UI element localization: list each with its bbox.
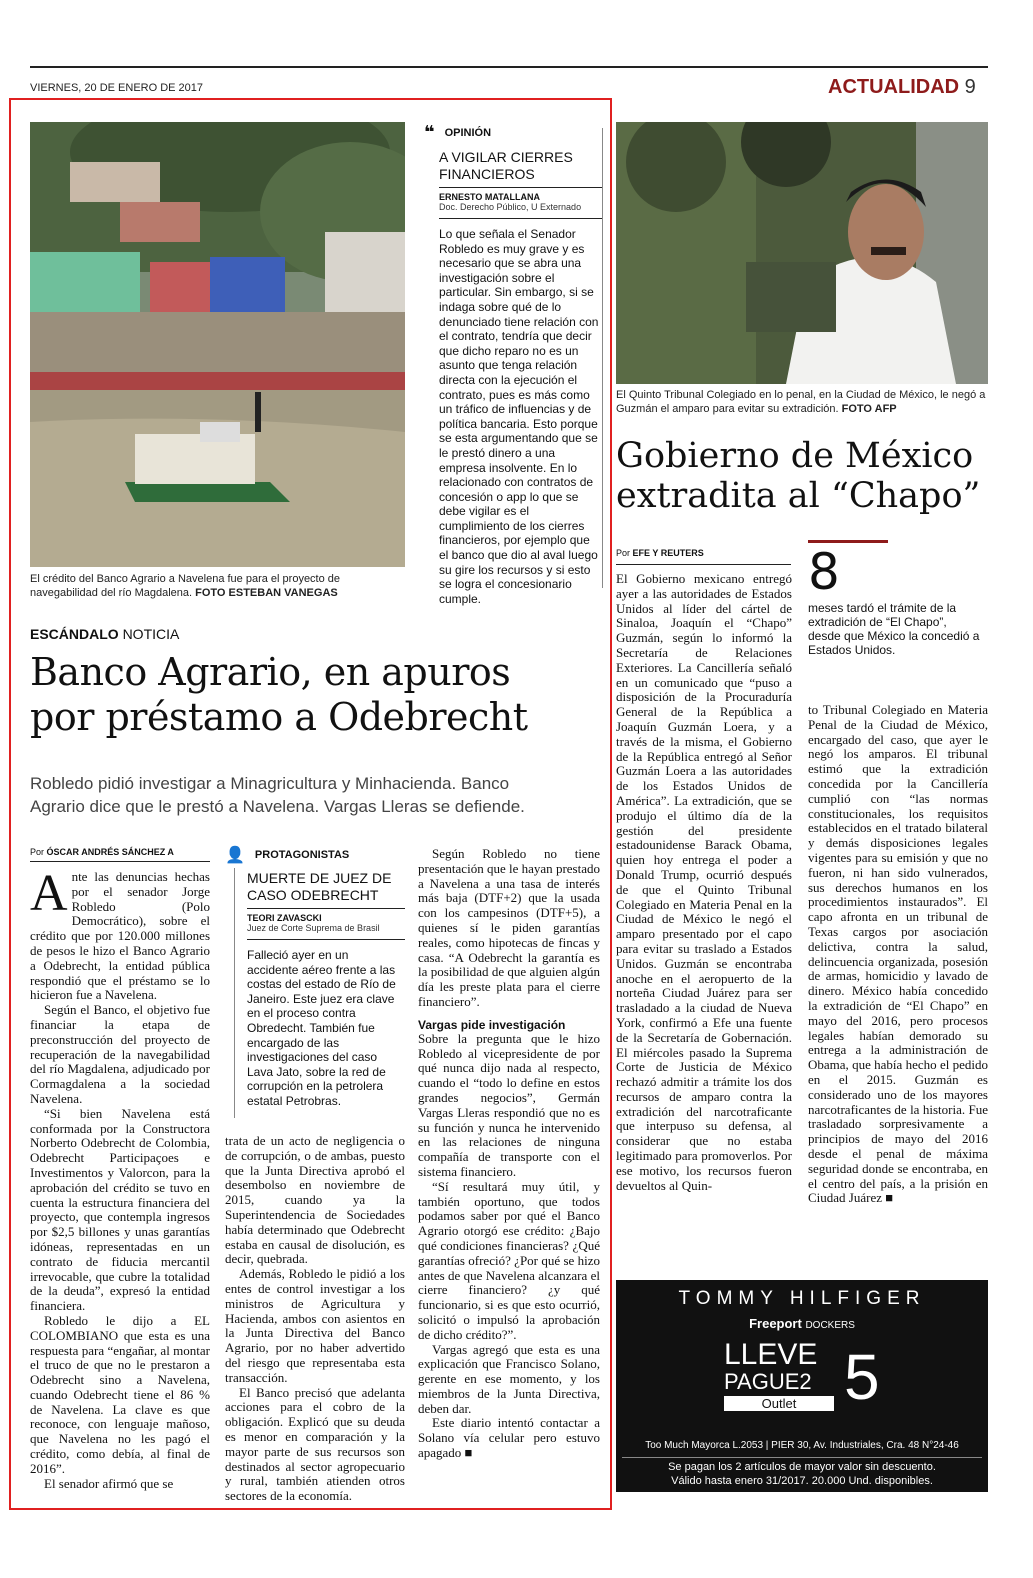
col3-subhead: Vargas pide investigación [418,1017,566,1032]
stat-text: meses tardó el trámite de la extradición de “El Chapo”, desde que México la concedió a Estados Unidos. [808,601,980,657]
protagonistas-label: PROTAGONISTAS [254,848,350,861]
protagonistas-box [225,845,405,1109]
byline-name: ÓSCAR ANDRÉS SÁNCHEZ A [46,847,174,857]
ad-note-2: Válido hasta enero 31/2017. 20.000 Und. disponibles. [671,1475,933,1487]
ad-dockers: DOCKERS [805,1320,855,1331]
col1-p1: nte las denuncias hechas por el senador Jorge Robledo (Polo Democrático), sobre el crédito que por 120.000 millones de pesos le hizo el Banco Agrario a Odebrecht, la entidad pública respondió que el préstamo se lo hicieron fue a Navelena. [30,869,210,1003]
protagonistas-name: TEORI ZAVASCKI [247,913,322,923]
opinion-vertical-rule [602,128,603,588]
main-col-2 [225,1134,405,1504]
ad-number-big: 5 [844,1341,880,1413]
main-byline [30,847,210,857]
opinion-rule-2 [439,218,602,219]
header-rule [30,66,988,68]
person-icon: 👤 [225,845,245,864]
headline-line-2: por préstamo a Odebrecht [30,695,528,739]
main-col-1 [30,847,210,1491]
protagonistas-text: Falleció ayer en un accidente aéreo frente a las costas del estado de Río de Janeiro. Este juez era clave en el proceso contra Obredecht. También fue encargado de las investigaciones del caso Lava Jato, sobre la red de corrupción en la petrolera estatal Petrobras. [247,948,396,1108]
byline-prefix: Por [30,847,45,857]
protagonistas-role: Juez de Corte Suprema de Brasil [247,923,380,933]
opinion-author: ERNESTO MATALLANA [439,192,540,202]
chapo-byline-rule [616,564,791,565]
chapo-col1-text: El Gobierno mexicano entregó ayer a las autoridades de Estados Unidos al líder del cártel de Sinaloa, Joaquín el “Chapo” Guzmán, según lo informó la Secretaría de Relaciones Exteriores. La Cancillería señaló en un comunicado que “puso a disposición de la Procuraduría General de la República a Joaquín Guzmán Loera, y a través de la misma, el Gobierno de la República entregó al Señor Guzmán Loera a las autoridades de los Estados Unidos de América”. La extradición, que se produjo el último día de la gestión del presidente estadounidense Barack Obama, quien hoy entrega el poder a Donald Trump, ocurrió después de que el Quinto Tribunal Colegiado en Materia Penal en la Ciudad de México le negó el amparo presentado por el capo para evitar su traslado a Estados Unidos. Guzmán se encontraba anoche en el aeropuerto de la norteña Ciudad Juárez para ser trasladado a la ciudad de Nueva York, confirmó a Efe una fuente de la Secretaría de Gobernación. El miércoles pasado la Suprema Corte de Justicia de México rechazó admitir a trámite los dos recursos de amparo contra la extradición del narcotraficante que interpuso su defensa, al considerar que no estaba legitimado para promoverlos. Por ese motivo, los recursos fueron devueltos al Quin- [616,571,792,1193]
chapo-byline [616,548,791,565]
section-label [828,76,976,99]
col1-p2: Según el Banco, el objetivo fue financiar la etapa de preconstrucción del proyecto de recuperación de la navegabilidad del río Magdalena, adjudicado por Cormagdalena a la sociedad Navelena. [30,1002,210,1106]
col3-p2: Sobre la pregunta que le hizo Robledo al vicepresidente de por qué nunca dijo nada al respecto, cuando el “todo lo define en estos grandes negocios”, Germán Vargas Lleras respondió que no es su función y nunca he intervenido en las relaciones de ninguna compañía de transporte con el sistema financiero. [418,1030,600,1179]
deck-line-1: Robledo pidió investigar a Minagricultura y Minhacienda. Banco [30,774,510,793]
chapo-caption-text: El Quinto Tribunal Colegiado en lo penal, en la Ciudad de México, le negó a Guzmán el amparo para evitar su extradición. [616,389,986,415]
kicker-bold: ESCÁNDALO [30,626,119,642]
col3-p4: Vargas agregó que esta es una explicación que Francisco Solano, gerente en ese momento, y los miembros de la Junta Directiva, deben dar. [418,1341,600,1416]
col1-body [30,865,210,1491]
opinion-text: Lo que señala el Senador Robledo es muy grave y es necesario que se abra una investigación sobre el particular. Sin embargo, si se indaga sobre qué de lo denunciado tiene relación con el contrato, tendría que decir que dicho reparo no es un asunto que tenga relación directa con la ejecución el contrato, pues es más como un tráfico de influencias y de política bancaria. Esto porque se esta argumentando que se le prestó dinero a una empresa insolvente. En lo relacionado con contratos de concesión o app lo que se debe vigilar es el cumplimiento de los cierres financieros, por ejemplo que el banco que dio al aval luego su gire los recursos y si esto se logra el concesionario cumple. [439,227,599,606]
byline-rule [30,861,210,862]
ad-lleve: LLEVE [724,1338,818,1371]
quote-icon: ❝ [424,122,435,143]
stat-box [808,540,988,657]
chapo-headline-line-1: Gobierno de México [616,436,974,476]
deck-line-2: Agrario dice que le prestó a Navelena. Vargas Lleras se defiende. [30,797,525,816]
main-col-3 [418,847,600,1461]
opinion-box [424,122,602,606]
main-headline [30,650,610,740]
col2-p3: El Banco precisó que adelanta acciones para el cobro de la obligación. Explicó que su deuda es menor en comparación y la mayor parte de sus recursos son destinados al sector agropecuario y rural, también atienden otros sectores de la economía. [225,1384,405,1504]
deck [30,772,610,818]
col2-p1: trata de un acto de negligencia o de corrupción, o de ambas, puesto que la Junta Directiva aprobó el desembolso en noviembre de 2015, cuando ya la Superintendencia de Sociedades había determinado que Odebrecht estaba en causal de disolución, es decir, quebrada. [225,1133,405,1267]
col3-p1: Según Robledo no tiene presentación que le hayan prestado a Navelena a una tasa de interés más baja (DTF+2) que la usada con los campesinos (DTF+5), a quienes sí le piden garantías reales, como hipotecas de fincas y casa. “A Odebrecht la garantía es la posibilidad de que alguien algún día les preste plata para el cierre financiero”. [418,846,600,1009]
ad-number-small: 2 [799,1369,812,1394]
chapo-byline-prefix: Por [616,548,631,558]
protagonistas-title: MUERTE DE JUEZ DE CASO ODEBRECHT [247,870,392,903]
col3-p5: Este diario intentó contactar a Solano vía celular pero estuvo apagado ■ [418,1415,600,1461]
ad-outlet: Outlet [724,1396,834,1411]
ad-offer [724,1340,894,1424]
col3-p3: “Sí resultará muy útil, y también oportuno, que todos podamos saber por qué el Banco Agrario otorgó ese crédito: ¿Bajo qué condiciones financieras? ¿Qué garantías ofreció? ¿Por qué se hizo antes de que Navelena alcanzara el cierre financiero? ¿y qué funcionario, si es que esto ocurrió, solicitó o impulsó la aprobación de dicho crédito?”. [418,1178,600,1342]
ad-pague: PAGUE [724,1369,800,1394]
issue-date: VIERNES, 20 DE ENERO DE 2017 [30,82,204,94]
opinion-title: A VIGILAR CIERRES FINANCIEROS [439,149,573,182]
ad-note-1: Se pagan los 2 artículos de mayor valor sin descuento. [668,1461,936,1473]
kicker-rest: NOTICIA [122,626,180,642]
protag-vertical-rule [234,868,235,1118]
drop-cap: A [30,865,68,922]
chapo-headline-line-2: extradita al “Chapo” [616,476,981,516]
ad-divider [622,1457,982,1458]
chapo-headline [616,436,988,516]
col1-p4: Robledo le dijo a EL COLOMBIANO que esta es una respuesta para “engañar, al montar el truco de que no le prestaron a Odebrecht sino a Navelena, cuando Odebrecht tiene el 86 % de Navelena. La clave es que reconoce, con lenguaje mañoso, que Navelena no les pagó el crédito, como debía, al final de 2016”. [30,1312,210,1476]
ad-sublogos [616,1316,988,1331]
kicker [30,626,179,642]
page-number: 9 [964,76,976,98]
opinion-role: Doc. Derecho Público, U Externado [439,202,582,212]
stat-number: 8 [808,543,840,601]
ad-brand: TOMMY HILFIGER [678,1288,926,1309]
ad-freeport: Freeport [749,1316,802,1331]
col1-p5: El senador afirmó que se [44,1475,174,1491]
opinion-rule [439,187,602,188]
headline-line-1: Banco Agrario, en apuros [30,650,511,694]
col1-p3: “Si bien Navelena está conformada por la Constructora Norberto Odebrecht de Colombia, Odebrecht Participaçoes e Investimentos y Valorcon, para la aprobación del crédito se tuvo en cuenta la estructura financiera del proyecto, que contempla ingresos por $2,5 billones y unas garantías idóneas, representadas en un contrato de fiducia mercantil irrevocable, que cubre la totalidad de la deuda”, expresó la entidad financiera. [30,1105,210,1314]
chapo-photo-credit: FOTO AFP [841,403,897,415]
chapo-photo [616,122,988,384]
chapo-col-2 [808,703,988,1206]
river-photo [30,122,405,567]
chapo-photo-caption [616,388,988,416]
chapo-byline-name: EFE Y REUTERS [632,548,704,558]
protag-rule-2 [247,939,405,940]
col2-p2: Además, Robledo le pidió a los entes de control investigar a los ministros de Agricultura y Hacienda, ambos con asientos en la Junta Directiva del Banco Agrario, por no haber advertido del riesgo que representaba esta transacción. [225,1266,405,1385]
tommy-hilfiger-ad[interactable] [616,1280,988,1492]
caption-text: El crédito del Banco Agrario a Navelena fue para el proyecto de navegabilidad del río Magdalena. [30,573,341,599]
protag-rule [247,908,405,909]
ad-address: Too Much Mayorca L.2053 | PIER 30, Av. Industriales, Cra. 48 N°24-46 [645,1440,959,1451]
photo-credit: FOTO ESTEBAN VANEGAS [195,587,338,599]
opinion-label: OPINIÓN [444,126,492,139]
river-photo-caption [30,572,408,600]
chapo-col2-text: to Tribunal Colegiado en Materia Penal de la Ciudad de México, encargado del caso, que ayer le negó los amparos. El tribunal estimó que la extradición concedida por la Cancillería cumplió con “las normas constitucionales, los requisitos establecidos en el tratado bilateral y demás disposiciones legales vigentes para su emisión y que no fueron, ni han sido vulnerados, sus derechos humanos en los procedimientos instaurados”. El capo afronta en un tribunal de Texas cargos por asociación delictiva, contra la salud, delincuencia organizada, posesión de armas, homicidio y lavado de dinero. México había concedido la extradición de “El Chapo” en mayo del 2016, pero procesos legales habían demorado su entrega a la administración de Obama, que había hecho el pedido en el 2015. Guzmán es considerado uno de los mayores narcotraficantes de la historia. Fue trasladado sorpresivamente a principios de mayo del 2016 desde el penal de máxima seguridad donde se encontraba, en el centro del país, a la prisión en Ciudad Juárez ■ [808,702,988,1206]
section-name: ACTUALIDAD [828,76,960,98]
chapo-col-1 [616,572,792,1193]
